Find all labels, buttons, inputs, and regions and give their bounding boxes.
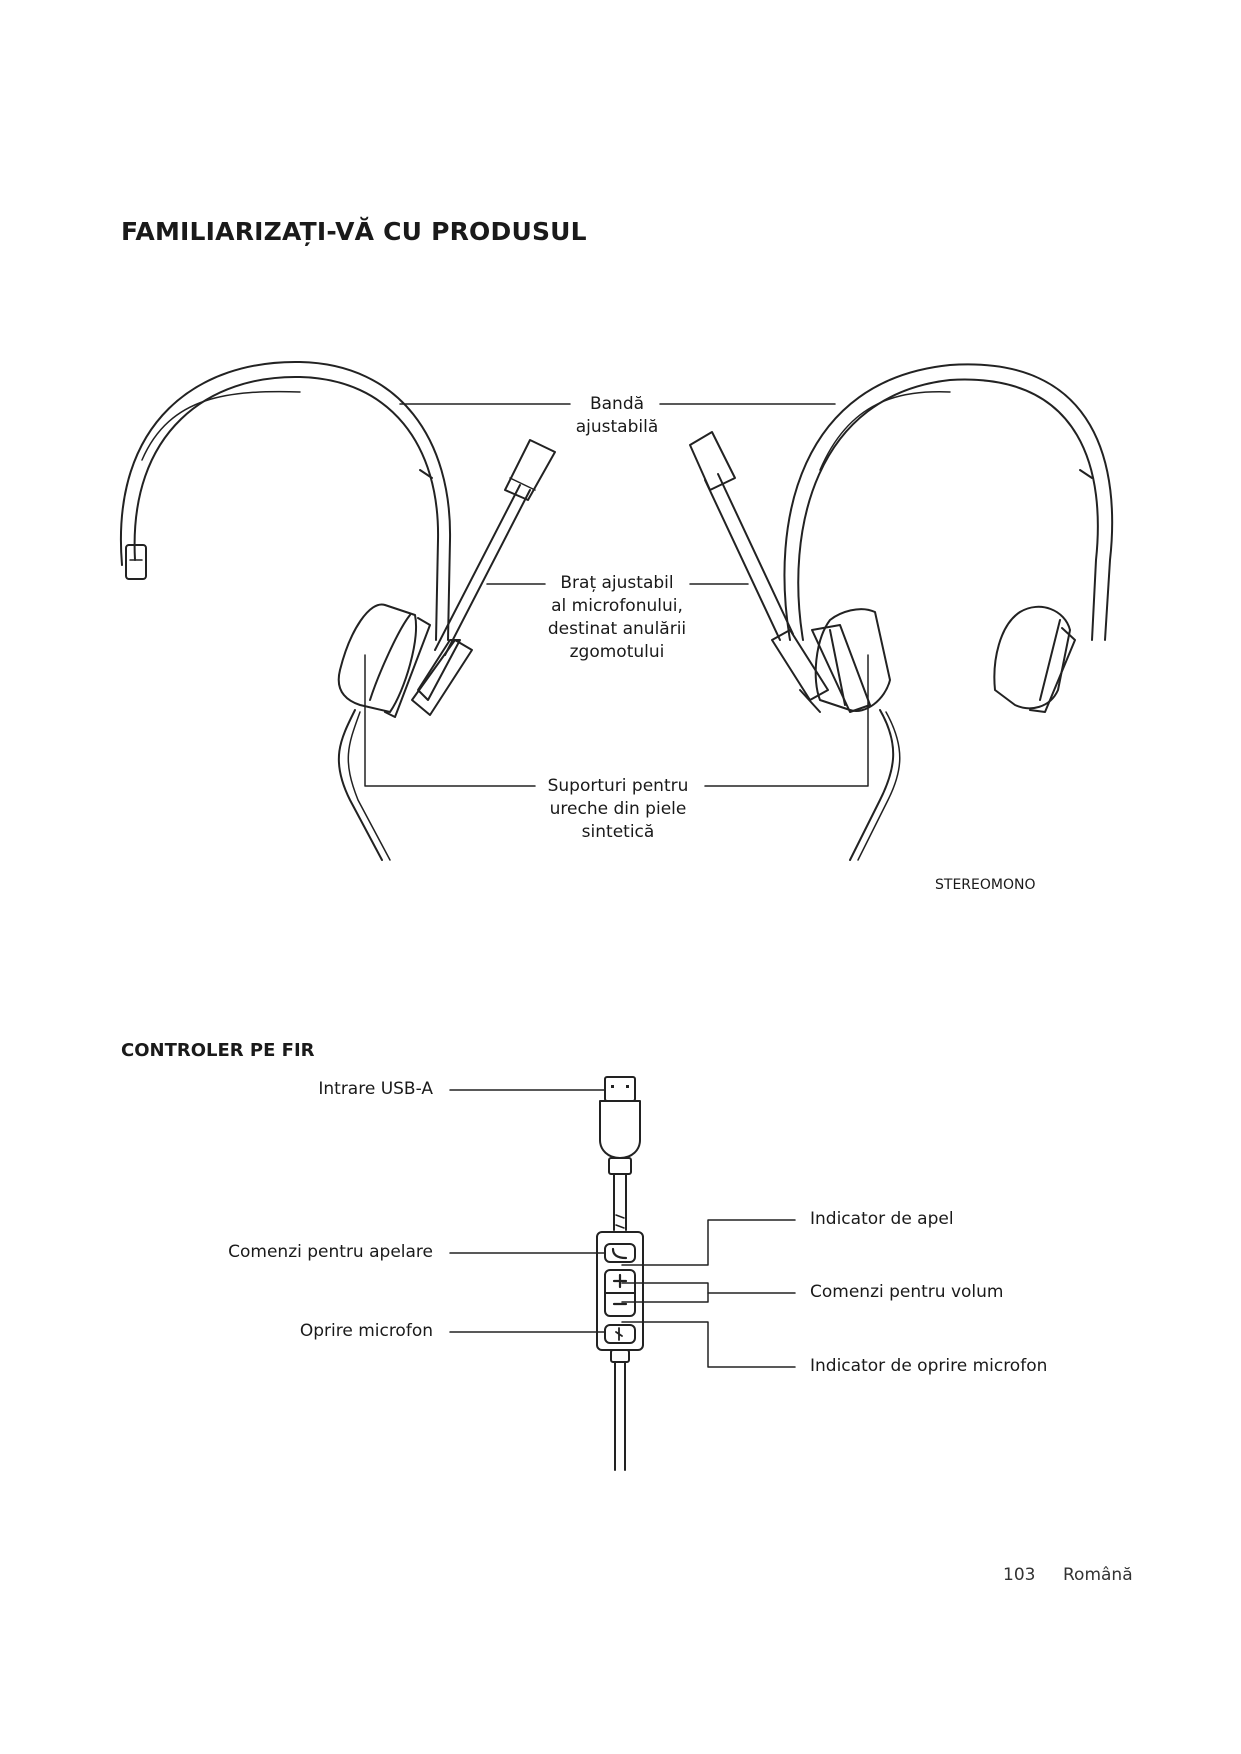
models-label: STEREOMONO	[935, 877, 1036, 893]
page-title: FAMILIARIZAȚI-VĂ CU PRODUSUL	[121, 217, 587, 246]
call-indicator-label: Indicator de apel	[810, 1209, 954, 1229]
mute-indicator-label: Indicator de oprire microfon	[810, 1356, 1048, 1376]
mic-mute-label: Oprire microfon	[299, 1321, 433, 1341]
headband-label: Bandă ajustabilă	[575, 394, 659, 437]
mic-arm-label: Braț ajustabil al microfonului, destinat anulării zgomotului	[547, 573, 687, 662]
section-title: CONTROLER PE FIR	[121, 1040, 315, 1061]
wired-controller-drawing	[597, 1077, 643, 1470]
volume-controls-label: Comenzi pentru volum	[810, 1282, 1004, 1302]
call-controls-label: Comenzi pentru apelare	[228, 1242, 433, 1262]
page-number: 103	[1003, 1565, 1036, 1585]
ear-cushions-label: Suporturi pentru ureche din piele sintetică	[547, 776, 689, 842]
language-label: Română	[1063, 1565, 1133, 1585]
usb-label: Intrare USB-A	[318, 1079, 433, 1099]
